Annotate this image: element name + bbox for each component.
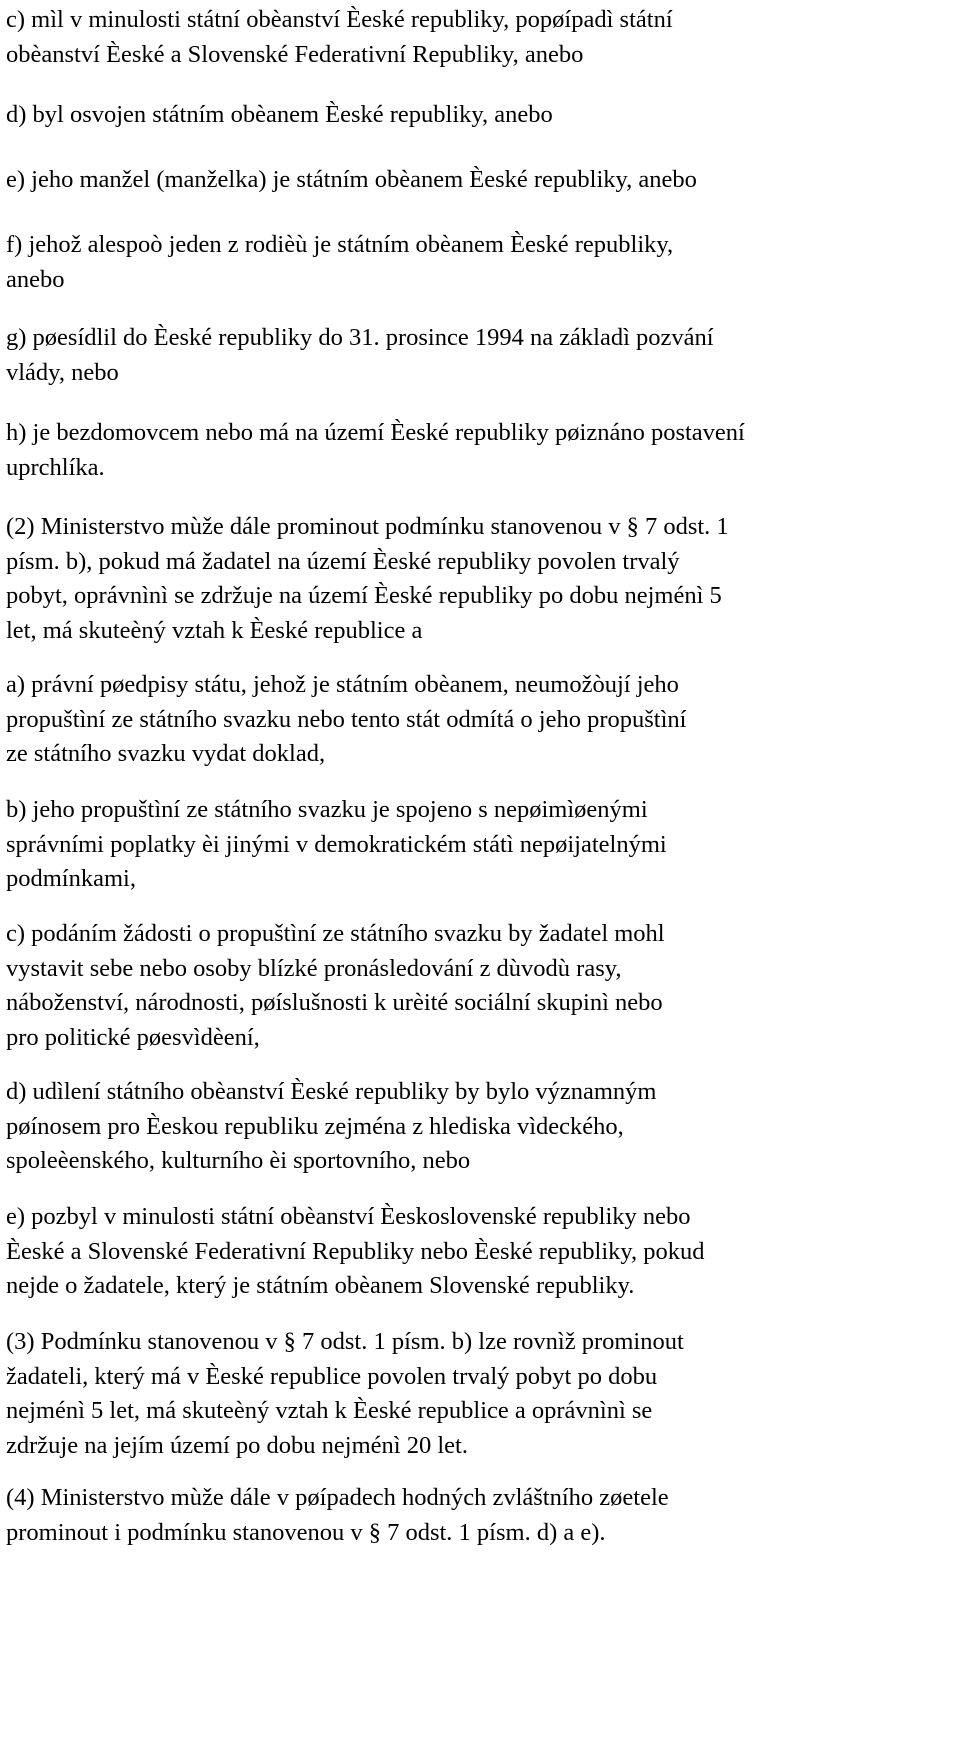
text-line: a) právní pøedpisy státu, jehož je státním obèanem, neumožòují jeho xyxy=(6,671,679,698)
text-line: Èeské a Slovenské Federativní Republiky nebo Èeské republiky, pokud xyxy=(6,1237,705,1265)
text-line: správními poplatky èi jinými v demokratickém státì nepøijatelnými xyxy=(6,830,667,858)
text-line: zdržuje na jejím území po dobu nejménì 20 let. xyxy=(6,1431,468,1459)
paragraph-1g xyxy=(6,321,960,390)
paragraph-2e xyxy=(6,1200,960,1304)
paragraph-1e xyxy=(6,163,960,198)
paragraph-1d xyxy=(6,98,960,133)
text-line: e) pozbyl v minulosti státní obèanství Èeskoslovenské republiky nebo xyxy=(6,1203,691,1230)
text-line: f) jehož alespoò jeden z rodièù je státním obèanem Èeské republiky, xyxy=(6,231,674,258)
text-line: (4) Ministerstvo mùže dále v pøípadech hodných zvláštního zøetele xyxy=(6,1484,669,1511)
text-line: g) pøesídlil do Èeské republiky do 31. prosince 1994 na základì pozvání xyxy=(6,324,714,351)
text-line: pro politické pøesvìdèení, xyxy=(6,1023,260,1051)
text-line: e) jeho manžel (manželka) je státním obèanem Èeské republiky, anebo xyxy=(6,166,697,193)
paragraph-2d xyxy=(6,1075,960,1179)
text-line: c) podáním žádosti o propuštìní ze státního svazku by žadatel mohl xyxy=(6,920,665,947)
text-line: ze státního svazku vydat doklad, xyxy=(6,740,326,767)
paragraph-2 xyxy=(6,510,960,648)
text-line: h) je bezdomovcem nebo má na území Èeské republiky pøiznáno postavení xyxy=(6,419,745,446)
text-line: písm. b), pokud má žadatel na území Èeské republiky povolen trvalý xyxy=(6,547,680,575)
text-line: let, má skuteèný vztah k Èeské republice a xyxy=(6,616,423,644)
text-line: nejménì 5 let, má skuteèný vztah k Èeské republice a oprávnìnì se xyxy=(6,1397,653,1424)
text-line: vystavit sebe nebo osoby blízké pronásledování z dùvodù rasy, xyxy=(6,954,622,982)
text-line: d) udìlení státního obèanství Èeské republiky by bylo významným xyxy=(6,1078,657,1105)
text-line: spoleèenského, kulturního èi sportovního, nebo xyxy=(6,1147,471,1174)
text-line: žadateli, který má v Èeské republice povolen trvalý pobyt po dobu xyxy=(6,1362,658,1390)
text-line: prominout i podmínku stanovenou v § 7 odst. 1 písm. d) a e). xyxy=(6,1518,606,1546)
text-line: vlády, nebo xyxy=(6,358,119,386)
paragraph-3 xyxy=(6,1325,960,1463)
text-line: anebo xyxy=(6,265,65,293)
text-line: nejde o žadatele, který je státním obèanem Slovenské republiky. xyxy=(6,1272,635,1299)
paragraph-2c xyxy=(6,917,960,1055)
text-line: (3) Podmínku stanovenou v § 7 odst. 1 písm. b) lze rovnìž prominout xyxy=(6,1328,684,1355)
text-line: náboženství, národnosti, pøíslušnosti k urèité sociální skupinì nebo xyxy=(6,989,663,1016)
text-line: pøínosem pro Èeskou republiku zejména z hlediska vìdeckého, xyxy=(6,1112,624,1140)
paragraph-2a xyxy=(6,668,960,772)
paragraph-1c xyxy=(6,3,960,72)
text-line: (2) Ministerstvo mùže dále prominout podmínku stanovenou v § 7 odst. 1 xyxy=(6,513,729,540)
text-line: d) byl osvojen státním obèanem Èeské republiky, anebo xyxy=(6,101,553,128)
text-line: c) mìl v minulosti státní obèanství Èeské republiky, popøípadì státní xyxy=(6,6,673,33)
text-line: podmínkami, xyxy=(6,865,136,892)
text-line: obèanství Èeské a Slovenské Federativní Republiky, anebo xyxy=(6,40,584,68)
text-line: propuštìní ze státního svazku nebo tento stát odmítá o jeho propuštìní xyxy=(6,705,687,733)
paragraph-2b xyxy=(6,793,960,897)
paragraph-1f xyxy=(6,228,960,297)
paragraph-1h xyxy=(6,416,960,485)
text-line: uprchlíka. xyxy=(6,453,105,481)
text-line: b) jeho propuštìní ze státního svazku je spojeno s nepøimìøenými xyxy=(6,796,648,823)
paragraph-4 xyxy=(6,1481,960,1550)
text-line: pobyt, oprávnìnì se zdržuje na území Èeské republiky po dobu nejménì 5 xyxy=(6,582,722,609)
